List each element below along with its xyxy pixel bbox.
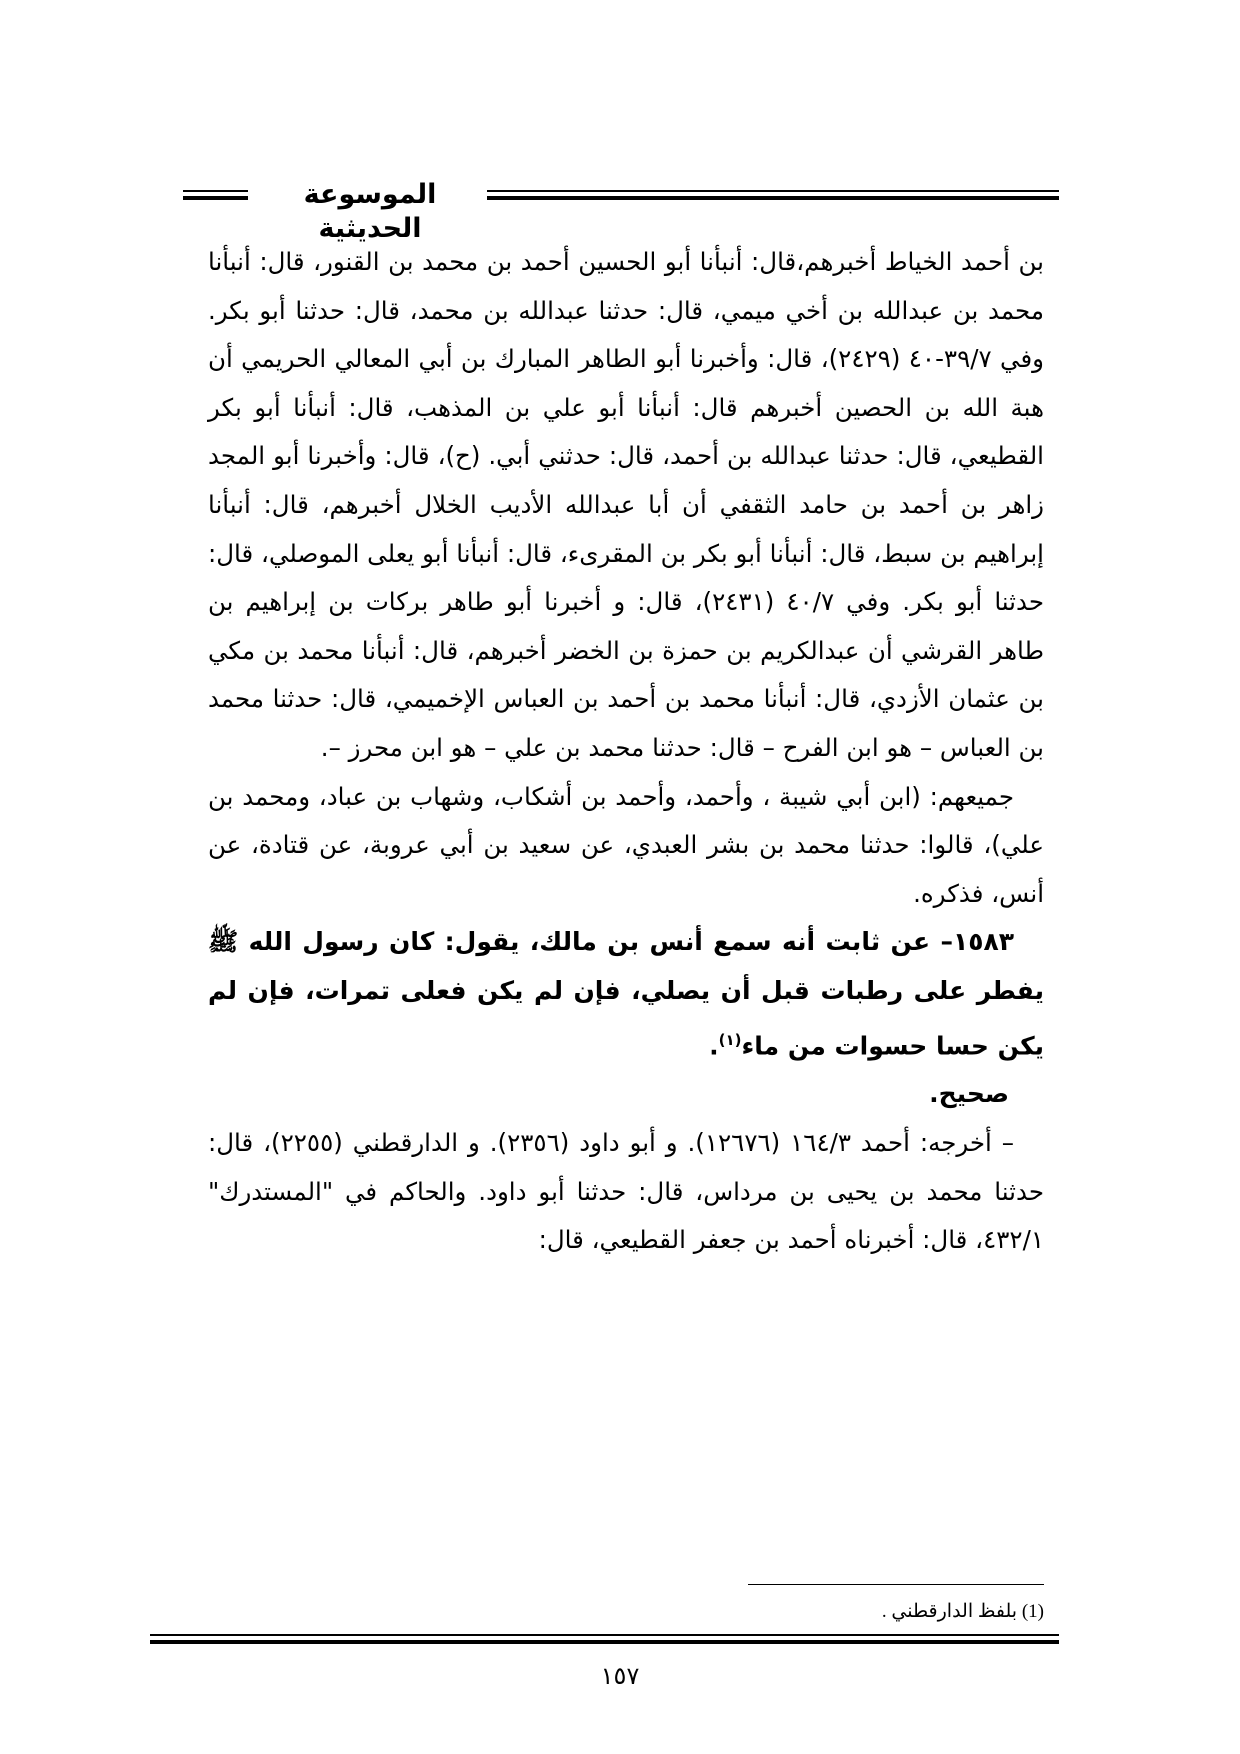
header-rule-left bbox=[183, 190, 248, 200]
main-text bbox=[208, 238, 1044, 1265]
footnote-separator bbox=[748, 1584, 1044, 1585]
hadith-text bbox=[208, 918, 1044, 1070]
header-title: الموسوعة الحديثية bbox=[303, 179, 437, 244]
running-header bbox=[183, 178, 1059, 244]
grade-label: صحيح. bbox=[929, 1079, 1009, 1109]
hadith-body: ١٥٨٣– عن ثابت أنه سمع أنس بن مالك، يقول: كان رسول الله ﷺ يفطر على رطبات قبل أن يصلي، فإن لم يكن فعلى تمرات، فإن لم يكن حسا حسوات من ماء bbox=[208, 927, 1044, 1060]
paragraph-isnad: بن أحمد الخياط أخبرهم،قال: أنبأنا أبو الحسين أحمد بن محمد بن القنور، قال: أنبأنا محمد بن عبدالله بن أخي ميمي، قال: حدثنا عبدالله بن محمد، قال: حدثنا أبو بكر. وفي ٣٩/٧-٤٠ (٢٤٢٩)، قال: وأخبرنا أبو الطاهر المبارك بن أبي المعالي الحريمي أن هبة الله بن الحصين أخبرهم قال: أنبأنا أبو علي بن المذهب، قال: أنبأنا أبو بكر القطيعي، قال: حدثنا عبدالله بن أحمد، قال: حدثني أبي. (ح)، قال: وأخبرنا أبو المجد زاهر بن أحمد بن حامد الثقفي أن أبا عبدالله الأديب الخلال أخبرهم، قال: أنبأنا إبراهيم بن سبط، قال: أنبأنا أبو بكر بن المقرىء، قال: أنبأنا أبو يعلى الموصلي، قال: حدثنا أبو بكر. وفي ٤٠/٧ (٢٤٣١)، قال: و أخبرنا أبو طاهر بركات بن إبراهيم بن طاهر القرشي أن عبدالكريم بن حمزة بن الخضر أخبرهم، قال: أنبأنا محمد بن مكي بن عثمان الأزدي، قال: أنبأنا محمد بن أحمد بن العباس الإخميمي، قال: حدثنا محمد بن العباس – هو ابن الفرح – قال: حدثنا محمد بن علي – هو ابن محرز –. bbox=[208, 247, 1044, 762]
hadith-end: . bbox=[709, 1030, 719, 1060]
paragraph-jamiahum: جميعهم: (ابن أبي شيبة ، وأحمد، وأحمد بن أشكاب، وشهاب بن عباد، ومحمد بن علي)، قالوا: حدثنا محمد بن بشر العبدي، عن سعيد بن أبي عروبة، عن قتادة، عن أنس، فذكره. bbox=[208, 781, 1044, 908]
paragraph-takhrij: – أخرجه: أحمد ١٦٤/٣ (١٢٦٧٦). و أبو داود (٢٣٥٦). و الدارقطني (٢٢٥٥)، قال: حدثنا محمد بن يحيى بن مرداس، قال: حدثنا أبو داود. والحاكم في "المستدرك" ٤٣٢/١، قال: أخبرناه أحمد بن جعفر القطيعي، قال: bbox=[208, 1128, 1044, 1255]
header-rule-right bbox=[487, 190, 1059, 200]
footer-rule bbox=[150, 1634, 1059, 1644]
footnote: (1) بلفظ الدارقطني . bbox=[881, 1601, 1044, 1622]
page-number: ١٥٧ bbox=[600, 1662, 640, 1690]
footnote-marker: (١) bbox=[718, 1030, 742, 1049]
